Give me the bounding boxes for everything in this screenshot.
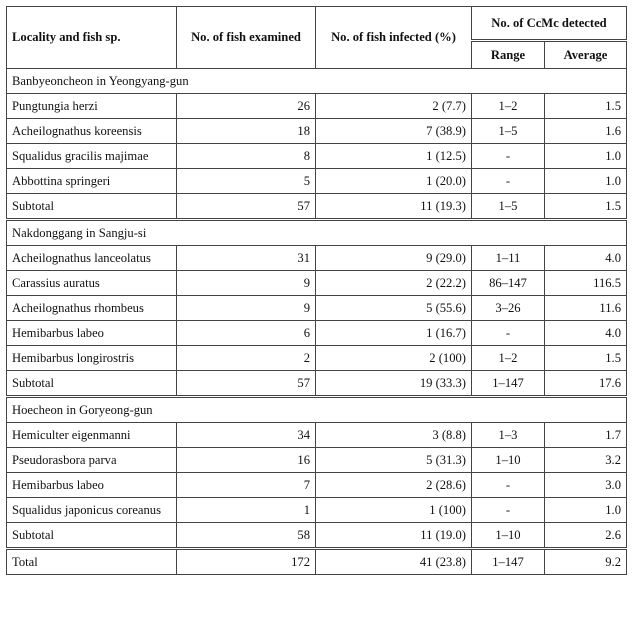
- range-cell: 1–147: [472, 371, 545, 397]
- table-row: [7, 473, 627, 498]
- range-cell: -: [472, 321, 545, 346]
- infected-cell: 1 (16.7): [316, 321, 472, 346]
- section-row: [7, 397, 627, 423]
- average-cell: 1.0: [545, 498, 627, 523]
- infected-cell: 11 (19.3): [316, 194, 472, 220]
- table-row: [7, 246, 627, 271]
- range-cell: -: [472, 498, 545, 523]
- infected-cell: 2 (7.7): [316, 94, 472, 119]
- range-cell: 1–10: [472, 523, 545, 549]
- species-cell: Hemiculter eigenmanni: [7, 423, 177, 448]
- infected-cell: 2 (22.2): [316, 271, 472, 296]
- range-cell: -: [472, 144, 545, 169]
- infected-cell: 9 (29.0): [316, 246, 472, 271]
- infected-cell: 41 (23.8): [316, 549, 472, 575]
- range-cell: 1–10: [472, 448, 545, 473]
- infected-cell: 11 (19.0): [316, 523, 472, 549]
- species-cell: Hemibarbus longirostris: [7, 346, 177, 371]
- examined-cell: 16: [177, 448, 316, 473]
- infected-cell: 7 (38.9): [316, 119, 472, 144]
- section-title: Nakdonggang in Sangju-si: [7, 220, 627, 246]
- section-title: Hoecheon in Goryeong-gun: [7, 397, 627, 423]
- table-row: [7, 271, 627, 296]
- table-row: [7, 346, 627, 371]
- species-cell: Pungtungia herzi: [7, 94, 177, 119]
- examined-cell: 172: [177, 549, 316, 575]
- examined-cell: 6: [177, 321, 316, 346]
- total-label: Total: [7, 549, 177, 575]
- subtotal-label: Subtotal: [7, 194, 177, 220]
- average-cell: 1.7: [545, 423, 627, 448]
- species-cell: Acheilognathus lanceolatus: [7, 246, 177, 271]
- range-cell: 1–3: [472, 423, 545, 448]
- fish-infection-table: [6, 6, 627, 575]
- range-cell: 86–147: [472, 271, 545, 296]
- examined-cell: 57: [177, 194, 316, 220]
- average-cell: 17.6: [545, 371, 627, 397]
- total-row: [7, 549, 627, 575]
- examined-cell: 9: [177, 296, 316, 321]
- examined-cell: 34: [177, 423, 316, 448]
- average-cell: 1.0: [545, 169, 627, 194]
- range-cell: -: [472, 473, 545, 498]
- table-row: [7, 144, 627, 169]
- average-cell: 1.5: [545, 194, 627, 220]
- infected-cell: 5 (31.3): [316, 448, 472, 473]
- examined-cell: 1: [177, 498, 316, 523]
- species-cell: Acheilognathus koreensis: [7, 119, 177, 144]
- range-cell: 1–5: [472, 194, 545, 220]
- infected-cell: 1 (100): [316, 498, 472, 523]
- examined-cell: 9: [177, 271, 316, 296]
- header-locality: Locality and fish sp.: [7, 7, 177, 69]
- subtotal-label: Subtotal: [7, 371, 177, 397]
- section-row: [7, 69, 627, 94]
- average-cell: 4.0: [545, 246, 627, 271]
- examined-cell: 2: [177, 346, 316, 371]
- table-row: [7, 423, 627, 448]
- header-range: Range: [472, 41, 545, 69]
- header-examined: No. of fish examined: [177, 7, 316, 69]
- infected-cell: 2 (28.6): [316, 473, 472, 498]
- section-row: [7, 220, 627, 246]
- header-infected: No. of fish infected (%): [316, 7, 472, 69]
- average-cell: 4.0: [545, 321, 627, 346]
- average-cell: 9.2: [545, 549, 627, 575]
- header-average: Average: [545, 41, 627, 69]
- species-cell: Hemibarbus labeo: [7, 321, 177, 346]
- table-row: [7, 448, 627, 473]
- average-cell: 2.6: [545, 523, 627, 549]
- table-row: [7, 94, 627, 119]
- table-row: [7, 169, 627, 194]
- range-cell: 1–11: [472, 246, 545, 271]
- range-cell: -: [472, 169, 545, 194]
- species-cell: Squalidus gracilis majimae: [7, 144, 177, 169]
- species-cell: Carassius auratus: [7, 271, 177, 296]
- infected-cell: 3 (8.8): [316, 423, 472, 448]
- species-cell: Hemibarbus labeo: [7, 473, 177, 498]
- average-cell: 1.0: [545, 144, 627, 169]
- examined-cell: 18: [177, 119, 316, 144]
- species-cell: Squalidus japonicus coreanus: [7, 498, 177, 523]
- examined-cell: 5: [177, 169, 316, 194]
- table-row: [7, 321, 627, 346]
- examined-cell: 31: [177, 246, 316, 271]
- data-table-container: [6, 6, 626, 575]
- examined-cell: 58: [177, 523, 316, 549]
- average-cell: 11.6: [545, 296, 627, 321]
- table-row: [7, 119, 627, 144]
- infected-cell: 2 (100): [316, 346, 472, 371]
- section-title: Banbyeoncheon in Yeongyang-gun: [7, 69, 627, 94]
- header-ccmc: No. of CcMc detected: [472, 7, 627, 41]
- range-cell: 1–2: [472, 94, 545, 119]
- subtotal-row: [7, 371, 627, 397]
- examined-cell: 8: [177, 144, 316, 169]
- range-cell: 1–5: [472, 119, 545, 144]
- average-cell: 116.5: [545, 271, 627, 296]
- subtotal-label: Subtotal: [7, 523, 177, 549]
- range-cell: 1–2: [472, 346, 545, 371]
- examined-cell: 26: [177, 94, 316, 119]
- range-cell: 1–147: [472, 549, 545, 575]
- table-row: [7, 296, 627, 321]
- average-cell: 3.2: [545, 448, 627, 473]
- average-cell: 3.0: [545, 473, 627, 498]
- header-row-1: [7, 7, 627, 41]
- average-cell: 1.5: [545, 346, 627, 371]
- subtotal-row: [7, 194, 627, 220]
- infected-cell: 19 (33.3): [316, 371, 472, 397]
- range-cell: 3–26: [472, 296, 545, 321]
- average-cell: 1.6: [545, 119, 627, 144]
- species-cell: Pseudorasbora parva: [7, 448, 177, 473]
- subtotal-row: [7, 523, 627, 549]
- average-cell: 1.5: [545, 94, 627, 119]
- table-row: [7, 498, 627, 523]
- species-cell: Acheilognathus rhombeus: [7, 296, 177, 321]
- species-cell: Abbottina springeri: [7, 169, 177, 194]
- infected-cell: 1 (20.0): [316, 169, 472, 194]
- examined-cell: 57: [177, 371, 316, 397]
- infected-cell: 5 (55.6): [316, 296, 472, 321]
- infected-cell: 1 (12.5): [316, 144, 472, 169]
- examined-cell: 7: [177, 473, 316, 498]
